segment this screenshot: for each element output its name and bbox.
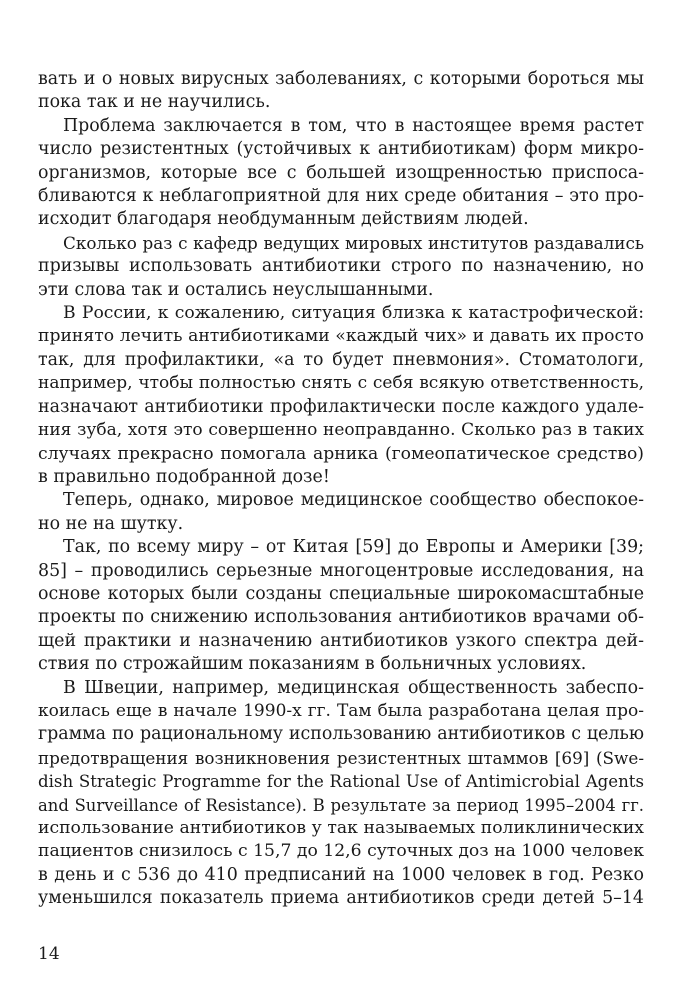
text-line: так, для профилактики, «а то будет пневмония». Стоматологи, bbox=[38, 349, 644, 370]
text-line: призывы использовать антибиотики строго по назначению, но bbox=[38, 256, 644, 277]
text-line: случаях прекрасно помогала арника (гомеопатическое средство) bbox=[38, 443, 644, 464]
text-line: исходит благодаря необдуманным действиям людей. bbox=[38, 209, 529, 230]
text-line: назначают антибиотики профилактически после каждого удале- bbox=[38, 396, 644, 417]
text-line: Так, по всему миру – от Китая [59] до Европы и Америки [39; bbox=[63, 537, 644, 558]
text-line: dish Strategic Programme for the Rational Use of Antimicrobial Agents bbox=[38, 772, 644, 792]
text-line: в правильно подобранной дозе! bbox=[38, 466, 330, 487]
text-line: Сколько раз с кафедр ведущих мировых институтов раздавались bbox=[63, 232, 644, 253]
text-line: вать и о новых вирусных заболеваниях, с которыми бороться мы bbox=[38, 69, 644, 89]
text-line: принято лечить антибиотиками «каждый чих» и давать их просто bbox=[38, 326, 644, 347]
text-line: уменьшился показатель приема антибиотиков среди детей 5–14 bbox=[38, 888, 644, 909]
document-page bbox=[38, 68, 644, 911]
text-line: грамма по рациональному использованию антибиотиков с целью bbox=[38, 724, 644, 745]
text-line: and Surveillance of Resistance). В результате за период 1995–2004 гг. bbox=[38, 795, 644, 815]
text-line: бливаются к неблагоприятной для них среде обитания – это про- bbox=[38, 186, 644, 207]
text-line: предотвращения возникновения резистентных штаммов [69] (Swe- bbox=[38, 747, 644, 768]
text-line: ния зуба, хотя это совершенно неоправданно. Сколько раз в таких bbox=[38, 420, 644, 441]
text-line: эти слова так и остались неуслышанными. bbox=[38, 279, 434, 300]
text-line: Теперь, однако, мировое медицинское сообщество обеспокое- bbox=[63, 490, 644, 511]
text-line: 85] – проводились серьезные многоцентровые исследования, на bbox=[38, 560, 644, 581]
text-line: коилась еще в начале 1990-х гг. Там была разработана целая про- bbox=[38, 700, 644, 721]
text-line: ствия по строжайшим показаниям в больничных условиях. bbox=[38, 654, 587, 675]
text-line: основе которых были созданы специальные широкомасштабные bbox=[38, 583, 644, 604]
text-line: проекты по снижению использования антибиотиков врачами об- bbox=[38, 607, 644, 628]
text-line: но не на шутку. bbox=[38, 513, 184, 534]
text-line: В России, к сожалению, ситуация близка к катастрофической: bbox=[63, 303, 644, 324]
text-line: В Швеции, например, медицинская общественность забеспо- bbox=[63, 677, 644, 698]
page-number: 14 bbox=[38, 944, 60, 964]
text-line: например, чтобы полностью снять с себя всякую ответственность, bbox=[38, 373, 644, 394]
text-line: использование антибиотиков у так называемых поликлинических bbox=[38, 818, 644, 838]
text-line: пациентов снизилось с 15,7 до 12,6 суточных доз на 1000 человек bbox=[38, 841, 644, 862]
text-line: щей практики и назначению антибиотиков узкого спектра дей- bbox=[38, 630, 644, 651]
text-line: в день и с 536 до 410 предписаний на 1000 человек в год. Резко bbox=[38, 864, 644, 885]
text-line: пока так и не научились. bbox=[38, 92, 271, 113]
text-line: организмов, которые все с большей изощренностью приспоса- bbox=[38, 162, 644, 183]
text-line: число резистентных (устойчивых к антибиотикам) форм микро- bbox=[38, 139, 644, 160]
text-line: Проблема заключается в том, что в настоящее время растет bbox=[63, 115, 644, 136]
